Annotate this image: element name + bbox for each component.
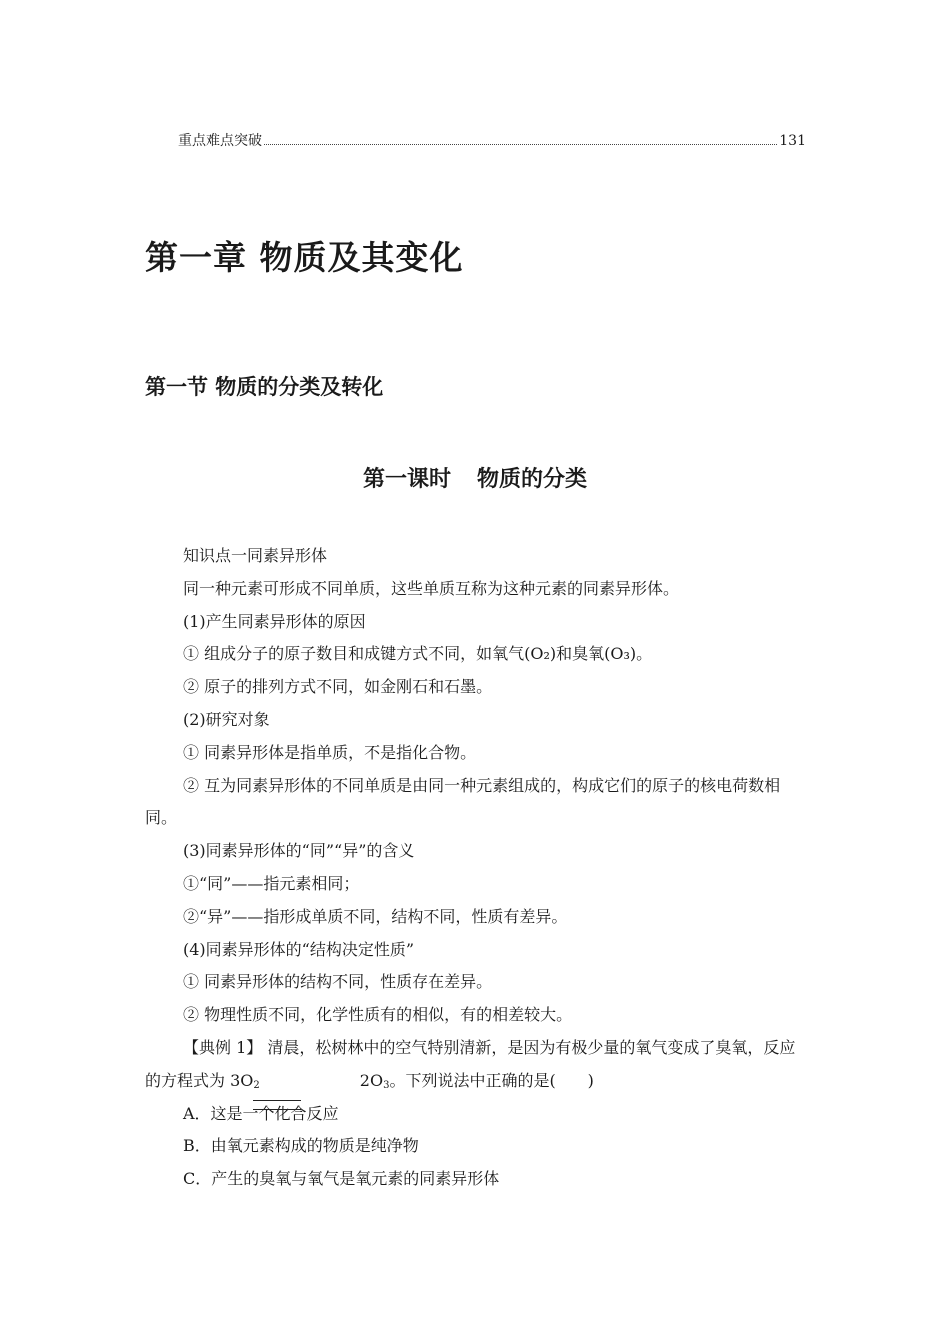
example-text-a: 清晨，松树林中的空气特别清新，是因为有极少量的氧气变成了臭氧，反应的方程式为 3O: [145, 1037, 796, 1090]
example-text-b: 2O: [359, 1070, 384, 1090]
example-text-c: 。下列说法中正确的是( ): [389, 1070, 594, 1090]
lesson-title-part1: 第一课时: [362, 467, 451, 492]
example-sub-a: 2: [253, 1079, 260, 1091]
paragraph: (1)产生同素异形体的原因: [183, 611, 366, 631]
option-b: B．由氧元素构成的物质是纯净物: [183, 1136, 419, 1156]
toc-leader-dots: [264, 143, 777, 145]
example-sub-b: 3: [383, 1079, 390, 1091]
chapter-title: 第一章 物质及其变化: [145, 238, 464, 277]
reaction-equals-sign: [253, 1100, 301, 1110]
paragraph: 同一种元素可形成不同单质，这些单质互称为这种元素的同素异形体。: [183, 578, 680, 598]
paragraph: ②“异”——指形成单质不同，结构不同，性质有差异。: [183, 906, 568, 926]
paragraph: 知识点一同素异形体: [183, 546, 328, 565]
option-c: C．产生的臭氧与氧气是氧元素的同素异形体: [183, 1169, 500, 1189]
toc-entry: [178, 130, 806, 150]
paragraph: ①“同”——指元素相同；: [183, 873, 360, 893]
example-question: [145, 1032, 808, 1098]
paragraph: (2)研究对象: [183, 709, 270, 729]
paragraph: ② 物理性质不同，化学性质有的相似，有的相差较大。: [183, 1005, 573, 1025]
option-a: A．这是一个化合反应: [183, 1103, 339, 1123]
section-title: 第一节 物质的分类及转化: [145, 375, 384, 399]
toc-page-number: 131: [779, 133, 806, 149]
paragraph: ① 组成分子的原子数目和成键方式不同，如氧气(O₂)和臭氧(O₃)。: [183, 644, 653, 664]
paragraph: (3)同素异形体的“同”“异”的含义: [183, 841, 415, 861]
equation-gap: [260, 1072, 360, 1086]
lesson-title: [0, 462, 950, 493]
paragraph: ① 同素异形体是指单质，不是指化合物。: [183, 742, 477, 762]
toc-label: 重点难点突破: [178, 133, 262, 149]
paragraph: (4)同素异形体的“结构决定性质”: [183, 939, 415, 959]
paragraph: ② 互为同素异形体的不同单质是由同一种元素组成的，构成它们的原子的核电荷数相同。: [145, 775, 781, 828]
paragraph: ② 原子的排列方式不同，如金刚石和石墨。: [183, 677, 493, 697]
lesson-title-part2: 物质的分类: [477, 467, 588, 492]
body-text: [145, 540, 808, 1196]
paragraph: ① 同素异形体的结构不同，性质存在差异。: [183, 972, 493, 992]
example-tag: 【典例 1】: [183, 1037, 263, 1057]
